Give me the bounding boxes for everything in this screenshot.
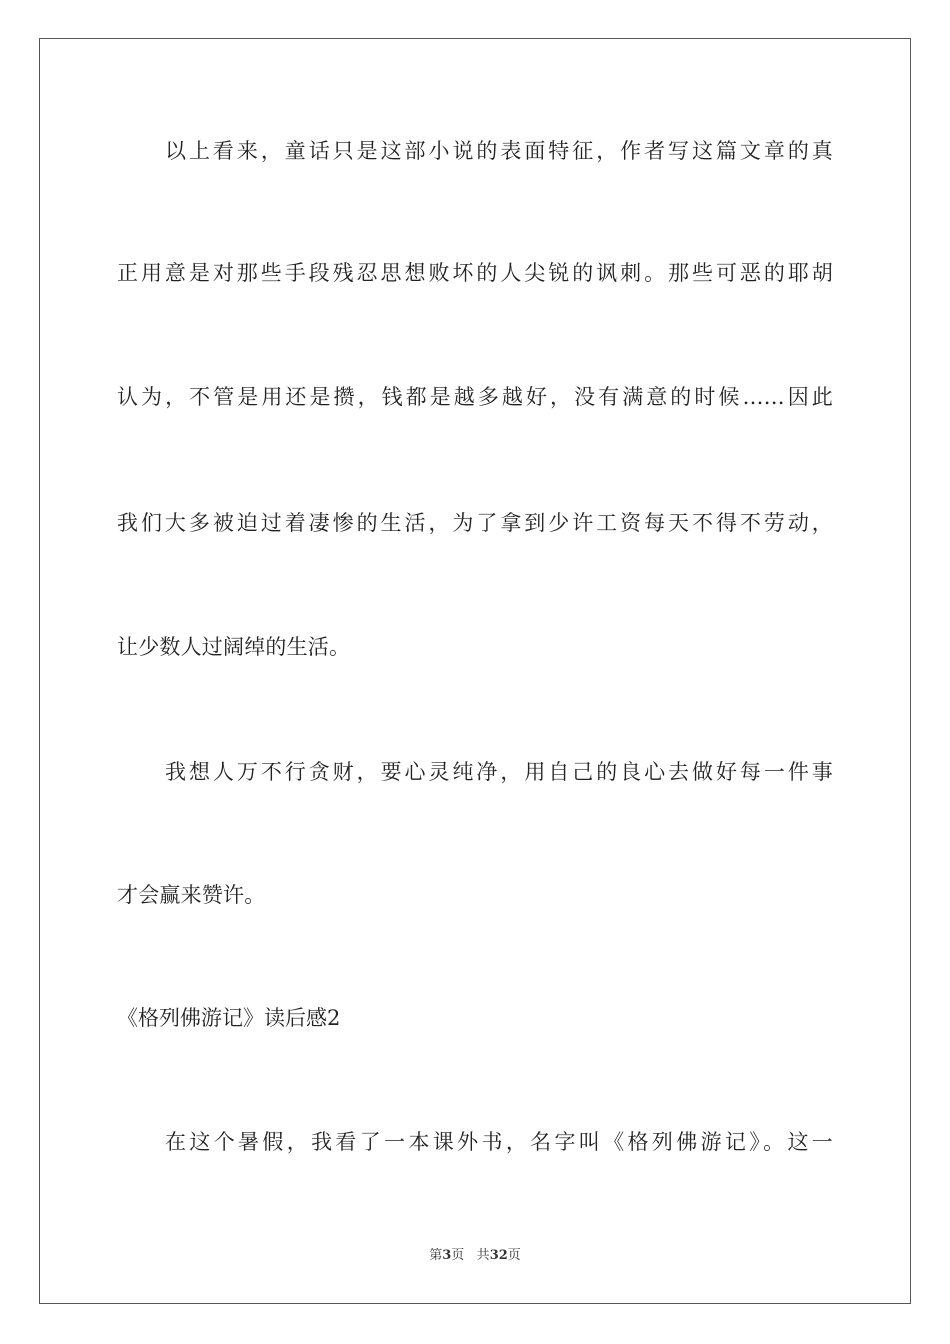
section-heading: 《格列佛游记》读后感2 bbox=[117, 1006, 341, 1030]
footer-total-suffix: 页 bbox=[507, 1248, 521, 1263]
footer-page-prefix: 第 bbox=[429, 1248, 443, 1263]
page-border bbox=[39, 38, 911, 1304]
text-line-7: 才会赢来赞许。 bbox=[117, 883, 266, 907]
text-line-4: 我们大多被迫过着凄惨的生活，为了拿到少许工资每天不得不劳动， bbox=[117, 511, 833, 535]
text-line-6: 我想人万不行贪财，要心灵纯净，用自己的良心去做好每一件事 bbox=[165, 760, 833, 784]
footer-page-number: 3 bbox=[442, 1248, 452, 1263]
text-line-1: 以上看来，童话只是这部小说的表面特征，作者写这篇文章的真 bbox=[165, 139, 833, 163]
page-footer bbox=[0, 1246, 950, 1266]
text-line-5: 让少数人过阔绰的生活。 bbox=[117, 635, 351, 659]
footer-total-number: 32 bbox=[489, 1248, 508, 1263]
footer-page-suffix: 页 bbox=[451, 1248, 465, 1263]
footer-total-prefix: 共 bbox=[476, 1248, 490, 1263]
text-line-8: 在这个暑假，我看了一本课外书，名字叫《格列佛游记》。这一 bbox=[165, 1130, 833, 1154]
text-line-3: 认为，不管是用还是攒，钱都是越多越好，没有满意的时候……因此 bbox=[117, 385, 833, 409]
text-line-2: 正用意是对那些手段残忍思想败坏的人尖锐的讽刺。那些可恶的耶胡 bbox=[117, 261, 833, 285]
